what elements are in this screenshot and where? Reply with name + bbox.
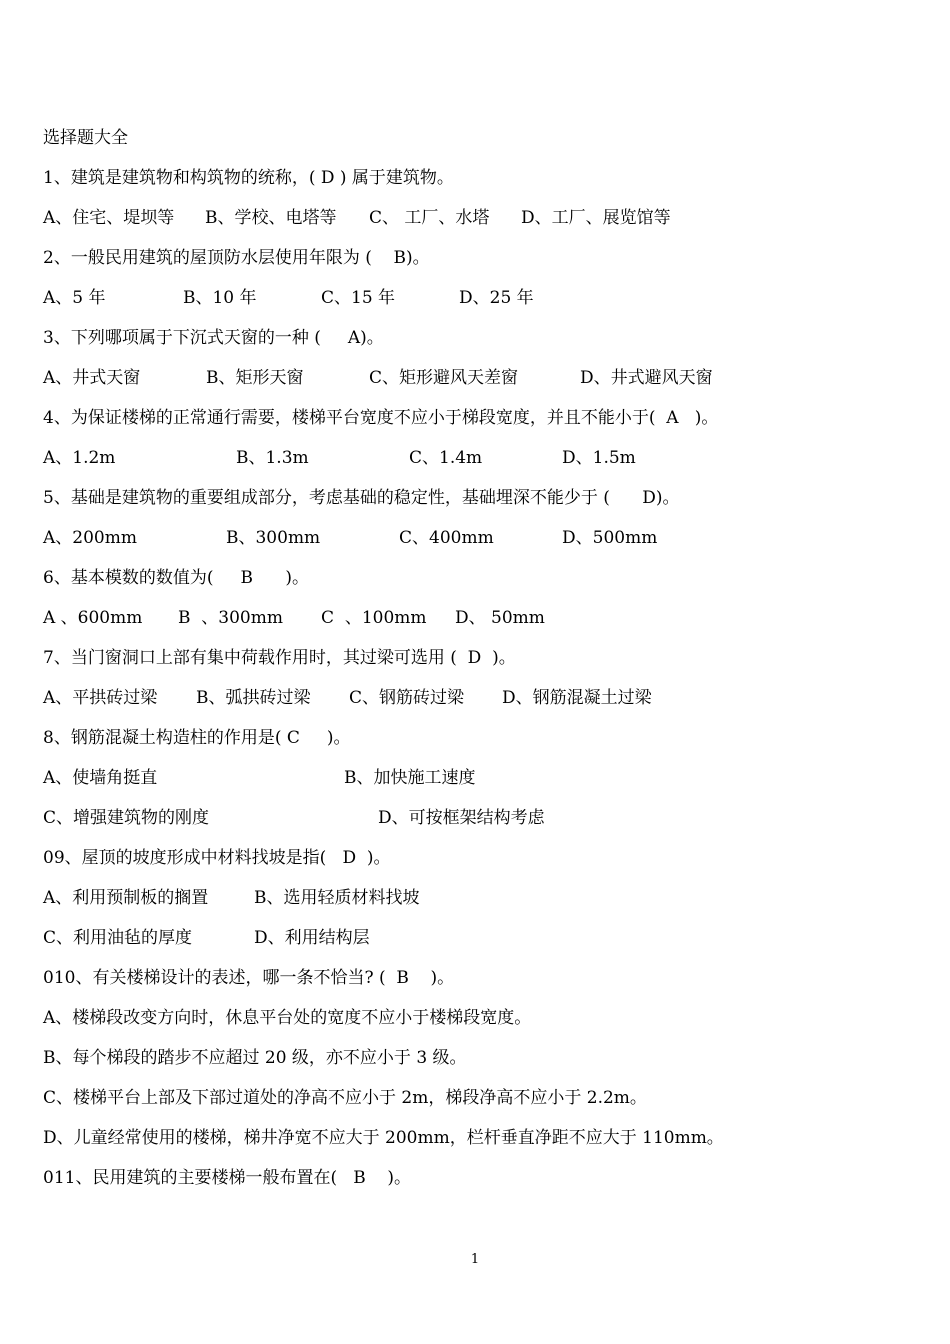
q4-option-c: C、1.4m: [409, 448, 483, 468]
q8-option-b: B、加快施工速度: [344, 768, 476, 788]
q6-option-d: D、 50mm: [455, 608, 545, 628]
q5-option-b: B、300mm: [226, 528, 321, 548]
q10-option-b: B、每个梯段的踏步不应超过 20 级，亦不应小于 3 级。: [43, 1048, 467, 1068]
q10-option-c: C、楼梯平台上部及下部过道处的净高不应小于 2m，梯段净高不应小于 2.2m。: [43, 1088, 647, 1108]
q3-option-c: C、矩形避风天差窗: [369, 368, 519, 388]
q10-option-a: A、楼梯段改变方向时，休息平台处的宽度不应小于楼梯段宽度。: [43, 1008, 532, 1028]
q7-option-d: D、钢筋混凝土过梁: [502, 688, 652, 708]
q7-option-b: B、弧拱砖过梁: [196, 688, 311, 708]
page-number: 1: [470, 1252, 480, 1267]
q8-option-c: C、增强建筑物的刚度: [43, 808, 210, 828]
document-title: 选择题大全: [43, 128, 128, 148]
q10-option-d: D、儿童经常使用的楼梯，梯井净宽不应大于 200mm，栏杆垂直净距不应大于 110mm。: [43, 1128, 724, 1148]
question-4: 4、为保证楼梯的正常通行需要，楼梯平台宽度不应小于梯段宽度，并且不能小于( A )。: [43, 408, 719, 428]
q8-option-a: A、使墙角挺直: [43, 768, 158, 788]
q6-option-a: A 、600mm: [43, 608, 143, 628]
q1-option-b: B、学校、电塔等: [205, 208, 337, 228]
q3-option-a: A、井式天窗: [43, 368, 141, 388]
question-9: 09、屋顶的坡度形成中材料找坡是指( D )。: [43, 848, 391, 868]
question-6: 6、基本模数的数值为( B )。: [43, 568, 310, 588]
q4-option-b: B、1.3m: [236, 448, 309, 468]
q9-option-c: C、利用油毡的厚度: [43, 928, 193, 948]
q9-option-a: A、利用预制板的搁置: [43, 888, 209, 908]
question-5: 5、基础是建筑物的重要组成部分，考虑基础的稳定性，基础埋深不能少于 ( D)。: [43, 488, 680, 508]
q5-option-a: A、200mm: [43, 528, 137, 548]
question-11: 011、民用建筑的主要楼梯一般布置在( B )。: [43, 1168, 412, 1188]
q6-option-c: C 、100mm: [321, 608, 427, 628]
q9-option-b: B、选用轻质材料找坡: [254, 888, 420, 908]
q4-option-d: D、1.5m: [562, 448, 636, 468]
q2-option-d: D、25 年: [459, 288, 534, 308]
q7-option-a: A、平拱砖过梁: [43, 688, 158, 708]
question-2: 2、一般民用建筑的屋顶防水层使用年限为 ( B)。: [43, 248, 430, 268]
q1-option-a: A、住宅、堤坝等: [43, 208, 175, 228]
q3-option-b: B、矩形天窗: [206, 368, 304, 388]
q8-option-d: D、可按框架结构考虑: [378, 808, 545, 828]
question-7: 7、当门窗洞口上部有集中荷载作用时，其过梁可选用 ( D )。: [43, 648, 516, 668]
q2-option-c: C、15 年: [321, 288, 396, 308]
question-10: 010、有关楼梯设计的表述，哪一条不恰当? ( B )。: [43, 968, 455, 988]
q6-option-b: B 、300mm: [178, 608, 283, 628]
q9-option-d: D、利用结构层: [254, 928, 370, 948]
q2-option-b: B、10 年: [183, 288, 257, 308]
question-3: 3、下列哪项属于下沉式天窗的一种 ( A)。: [43, 328, 384, 348]
q1-option-d: D、工厂、展览馆等: [521, 208, 671, 228]
q7-option-c: C、钢筋砖过梁: [349, 688, 465, 708]
q4-option-a: A、1.2m: [43, 448, 116, 468]
q3-option-d: D、井式避风天窗: [580, 368, 713, 388]
question-1: 1、建筑是建筑物和构筑物的统称，( D ) 属于建筑物。: [43, 168, 454, 188]
q1-option-c: C、 工厂、水塔: [369, 208, 490, 228]
q5-option-d: D、500mm: [562, 528, 658, 548]
q2-option-a: A、5 年: [43, 288, 106, 308]
q5-option-c: C、400mm: [399, 528, 494, 548]
question-8: 8、钢筋混凝土构造柱的作用是( C )。: [43, 728, 351, 748]
